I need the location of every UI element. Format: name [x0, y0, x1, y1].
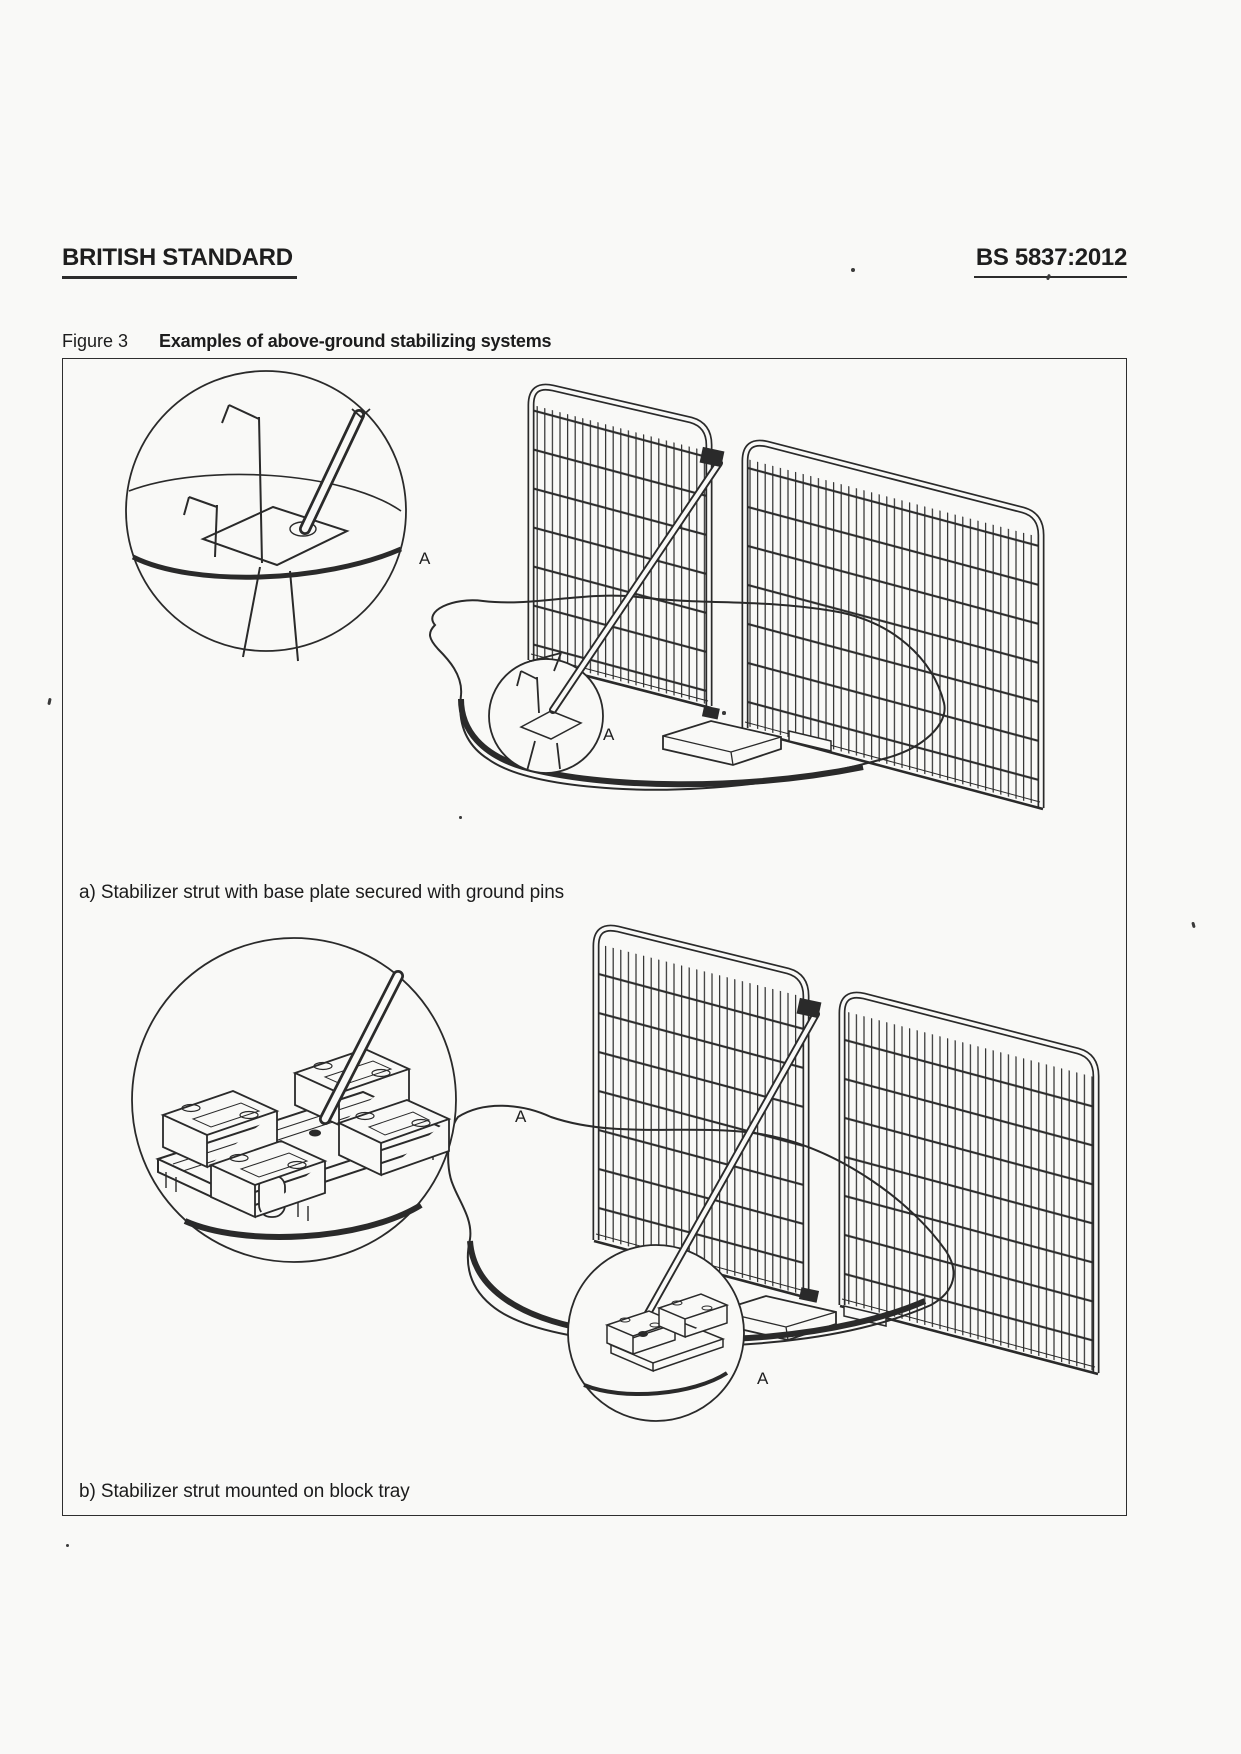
caption-a: a) Stabilizer strut with base plate secured with ground pins — [79, 882, 565, 903]
callout-label-a-inset: A — [419, 549, 431, 568]
callout-label-a-base: A — [603, 725, 615, 744]
illustration-a — [126, 371, 1043, 809]
figure-title: Examples of above-ground stabilizing systems — [159, 331, 552, 351]
strut-bottom-clamp-b — [799, 1287, 819, 1302]
caption-b: b) Stabilizer strut mounted on block tray — [79, 1481, 410, 1502]
scan-speck — [47, 698, 51, 705]
scan-speck — [459, 816, 462, 819]
scan-speck — [66, 1544, 69, 1547]
strut-bottom-clamp-a — [702, 705, 720, 719]
illustration-b — [132, 928, 1098, 1421]
callout-label-b-base: A — [757, 1369, 769, 1388]
scan-speck — [851, 268, 855, 272]
figure-title-row — [62, 331, 551, 352]
inset-circle-b — [132, 938, 456, 1262]
scan-speck — [722, 711, 726, 715]
document-header-title: BRITISH STANDARD — [62, 244, 297, 279]
inset-circle-a — [126, 371, 406, 661]
figure3-line-art — [63, 359, 1128, 1517]
figure-label: Figure 3 — [62, 331, 129, 351]
scan-speck — [1191, 922, 1195, 928]
figure-frame — [62, 358, 1127, 1516]
document-header-code: BS 5837:2012 — [974, 244, 1127, 278]
fence-panels-a — [529, 387, 1043, 809]
callout-label-b-inset: A — [515, 1107, 527, 1126]
base-callout-circle-a — [489, 659, 603, 773]
